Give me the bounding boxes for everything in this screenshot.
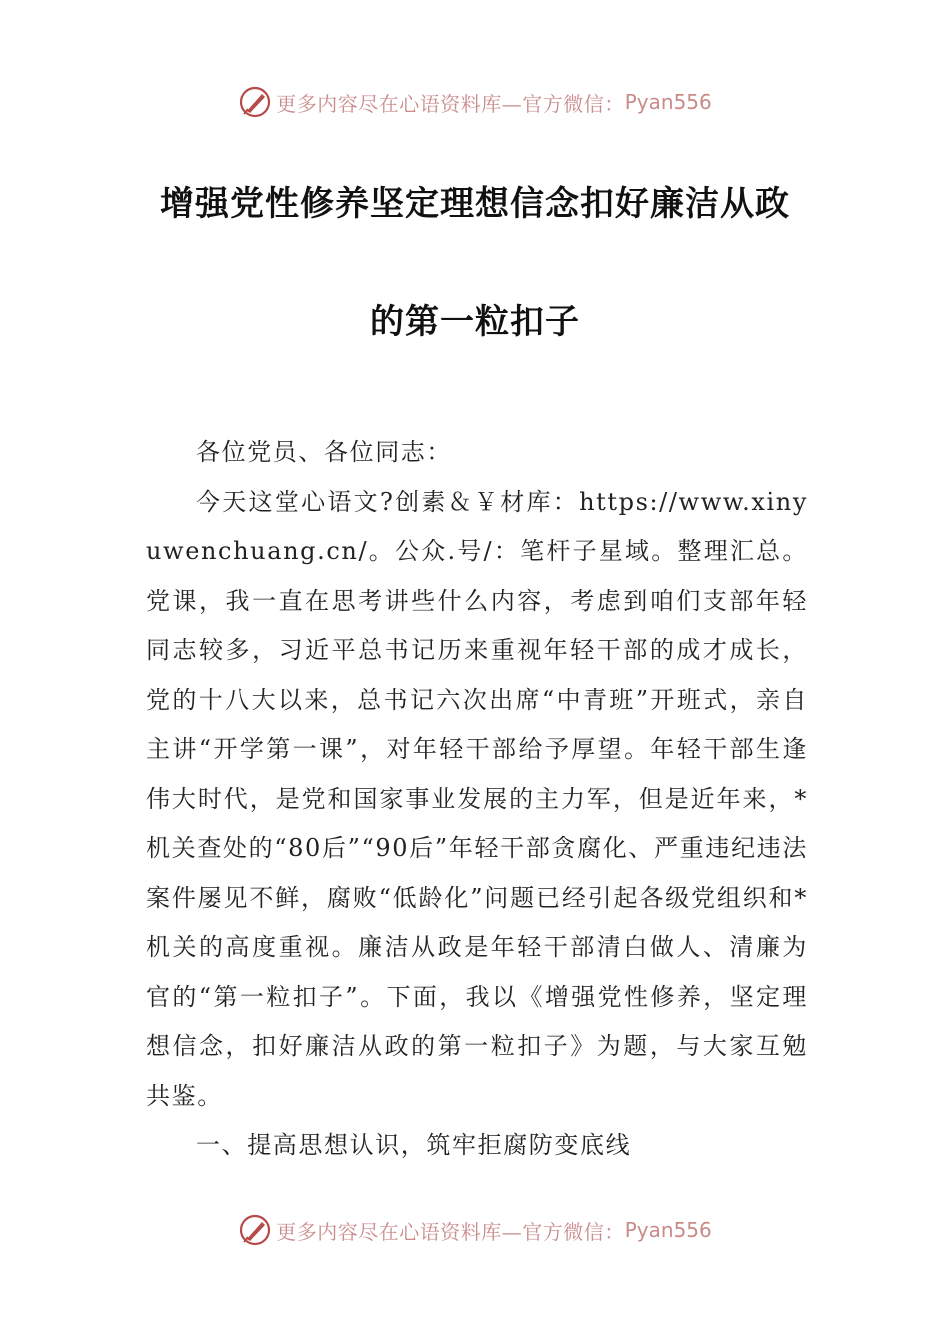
quill-pen-icon [238,85,272,119]
document-body [146,428,808,1171]
quill-pen-icon [238,1213,272,1247]
document-title-line-2: 的第一粒扣子 [370,302,580,342]
body-paragraph: 今天这堂心语文?创素＆￥材库：https://www.xinyuwenchuang.cn/。公众.号/：笔杆子星域。整理汇总。党课，我一直在思考讲些什么内容，考虑到咱们支部年轻同志较多，习近平总书记历来重视年轻干部的成才成长，党的十八大以来，总书记六次出席“中青班”开班式，亲自主讲“开学第一课”，对年轻干部给予厚望。年轻干部生逢伟大时代，是党和国家事业发展的主力军，但是近年来，*机关查处的“80后”“90后”年轻干部贪腐化、严重违纪违法案件屡见不鲜，腐败“低龄化”问题已经引起各级党组织和*机关的高度重视。廉洁从政是年轻干部清白做人、清廉为官的“第一粒扣子”。下面，我以《增强党性修养，坚定理想信念，扣好廉洁从政的第一粒扣子》为题，与大家互勉共鉴。 [146,487,808,1110]
salutation-paragraph: 各位党员、各位同志： [196,438,452,466]
section-heading: 一、提高思想认识，筑牢拒腐防变底线 [196,1131,632,1159]
document-title-line-1: 增强党性修养坚定理想信念扣好廉洁从政 [160,184,790,224]
watermark-wechat-id: Pyan556 [624,90,712,114]
header-watermark-banner [0,80,950,124]
footer-watermark-banner [0,1208,950,1252]
watermark-text: 更多内容尽在心语资料库—官方微信： [276,1219,625,1244]
watermark-text: 更多内容尽在心语资料库—官方微信： [276,91,625,116]
watermark-wechat-id: Pyan556 [624,1218,712,1242]
